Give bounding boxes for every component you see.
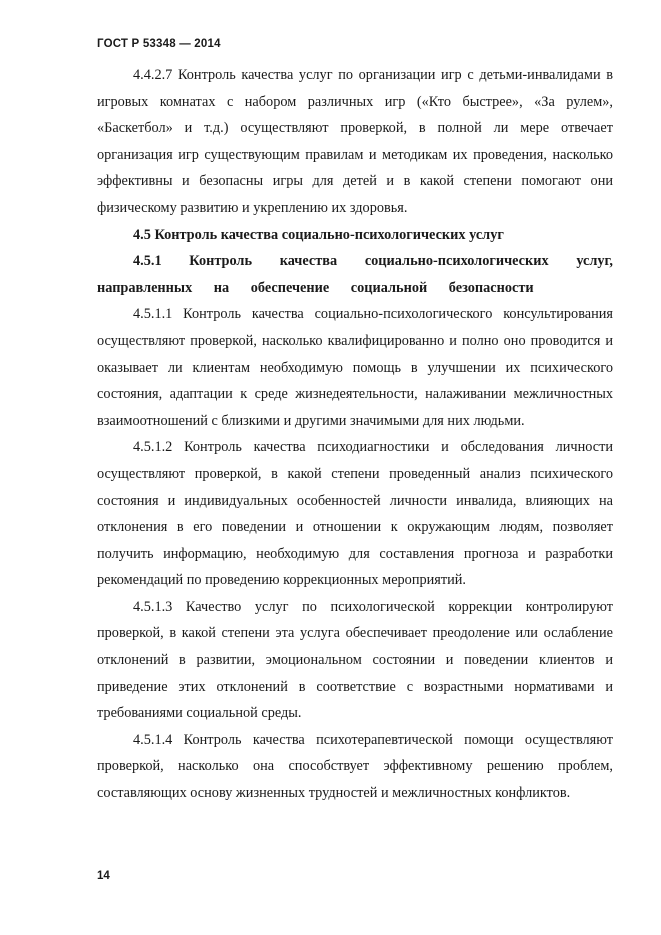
paragraph-4-5-1-1: 4.5.1.1 Контроль качества социально-психологического консультирования осуществляют проверкой, насколько квалифицированно и полно оно проводится и оказывает ли клиентам необходимую помощь в улучшении их психического состояния, адаптации к среде жизнедеятельности, налаживании межличностных взаимоотношений с близкими и другими значимыми для них людьми. xyxy=(97,306,613,429)
document-header: ГОСТ Р 53348 — 2014 xyxy=(97,38,221,50)
paragraph-4-5-1-4: 4.5.1.4 Контроль качества психотерапевтической помощи осуществляют проверкой, насколько она способствует эффективному решению проблем, составляющих основу жизненных трудностей и межличностных конфликтов. xyxy=(97,731,613,802)
page-number: 14 xyxy=(97,870,110,882)
paragraph-4-5-1-3: 4.5.1.3 Качество услуг по психологической коррекции контролируют проверкой, в какой степени эта услуга обеспечивает преодоление или ослабление отклонений в развитии, эмоциональном состоянии и поведении клиентов и приведение этих отклонений в соответствие с возрастными нормативами и требованиями социальной среды. xyxy=(97,598,613,722)
document-body xyxy=(97,62,613,807)
paragraph-4-4-2-7: 4.4.2.7 Контроль качества услуг по организации игр с детьми-инвалидами в игровых комнатах с набором различных игр («Кто быстрее», «За рулем», «Баскетбол» и т.д.) осуществляют проверкой, в полной ли мере отвечает организация игр существующим правилам и методикам их проведения, насколько эффективны и безопасны игры для детей и в какой степени помогают они физическому развитию и укреплению их здоровья. xyxy=(97,67,613,216)
section-heading-4-5: 4.5 Контроль качества социально-психологических услуг xyxy=(133,226,504,243)
paragraph-4-5-1-2: 4.5.1.2 Контроль качества психодиагностики и обследования личности осуществляют проверкой, в какой степени проведенный анализ психического состояния и индивидуальных особенностей личности инвалида, влияющих на отклонения в его поведении и отношении к окружающим людям, позволяет получить информацию, необходимую для составления прогноза и разработки рекомендаций по проведению коррекционных мероприятий. xyxy=(97,439,613,589)
subsection-heading-4-5-1: 4.5.1 Контроль качества социально-психологических услуг, направленных на обеспечение социальной безопасности xyxy=(97,253,613,296)
